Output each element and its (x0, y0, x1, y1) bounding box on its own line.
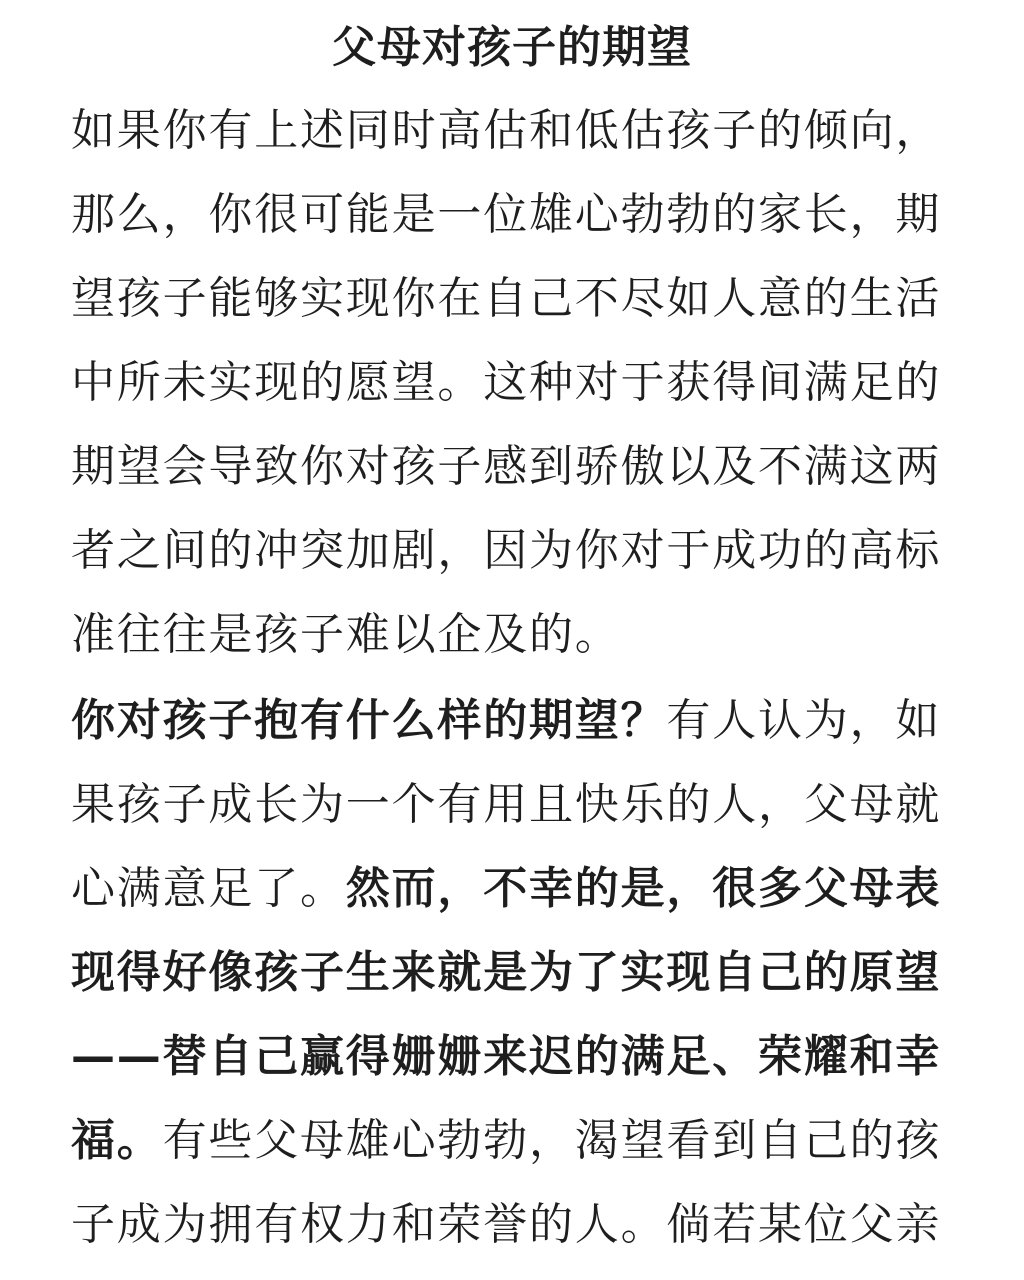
text-line-5 (71, 435, 951, 499)
text-line-9 (71, 773, 951, 837)
page-title: 父母对孩子的期望 (332, 22, 692, 73)
text-segment: 者之间的冲突加剧，因为你对于成功的高标 (71, 525, 942, 576)
text-line-1 (71, 99, 951, 163)
text-segment: 望孩子能够实现你在自己不尽如人意的生活 (71, 273, 942, 324)
text-segment: 有人认为，如 (666, 695, 942, 746)
bold-text-segment: 你对孩子抱有什么样的期望？ (71, 695, 667, 746)
text-line-2 (71, 183, 951, 247)
text-line-3 (71, 267, 951, 331)
text-line-6 (71, 519, 951, 583)
text-segment: 如果你有上述同时高估和低估孩子的倾向， (71, 105, 942, 156)
bold-text-segment: 然而，不幸的是，很多父母表 (345, 863, 942, 914)
text-segment: 准往往是孩子难以企及的。 (71, 609, 621, 660)
text-segment: 期望会导致你对孩子感到骄傲以及不满这两 (71, 441, 942, 492)
text-line-14 (71, 1193, 951, 1257)
text-line-7 (71, 603, 951, 667)
text-line-8 (71, 689, 951, 753)
text-segment: 心满意足了。 (71, 863, 346, 914)
text-line-12 (71, 1025, 951, 1089)
text-segment: 果孩子成长为一个有用且快乐的人，父母就 (71, 779, 942, 830)
text-segment: 中所未实现的愿望。这种对于获得间满足的 (71, 357, 942, 408)
bold-text-segment: 福。 (71, 1115, 163, 1166)
text-line-4 (71, 351, 951, 415)
text-line-10 (71, 857, 951, 921)
text-line-13 (71, 1109, 951, 1173)
text-segment: 那么，你很可能是一位雄心勃勃的家长，期 (71, 189, 942, 240)
text-line-11 (71, 941, 951, 1005)
bold-text-segment: 现得好像孩子生来就是为了实现自己的原望 (71, 947, 942, 998)
bold-text-segment: ——替自己赢得姗姗来迟的满足、荣耀和幸 (71, 1031, 942, 1082)
text-segment: 子成为拥有权力和荣誉的人。倘若某位父亲 (71, 1199, 942, 1250)
text-segment: 有些父母雄心勃勃，渴望看到自己的孩 (162, 1115, 942, 1166)
